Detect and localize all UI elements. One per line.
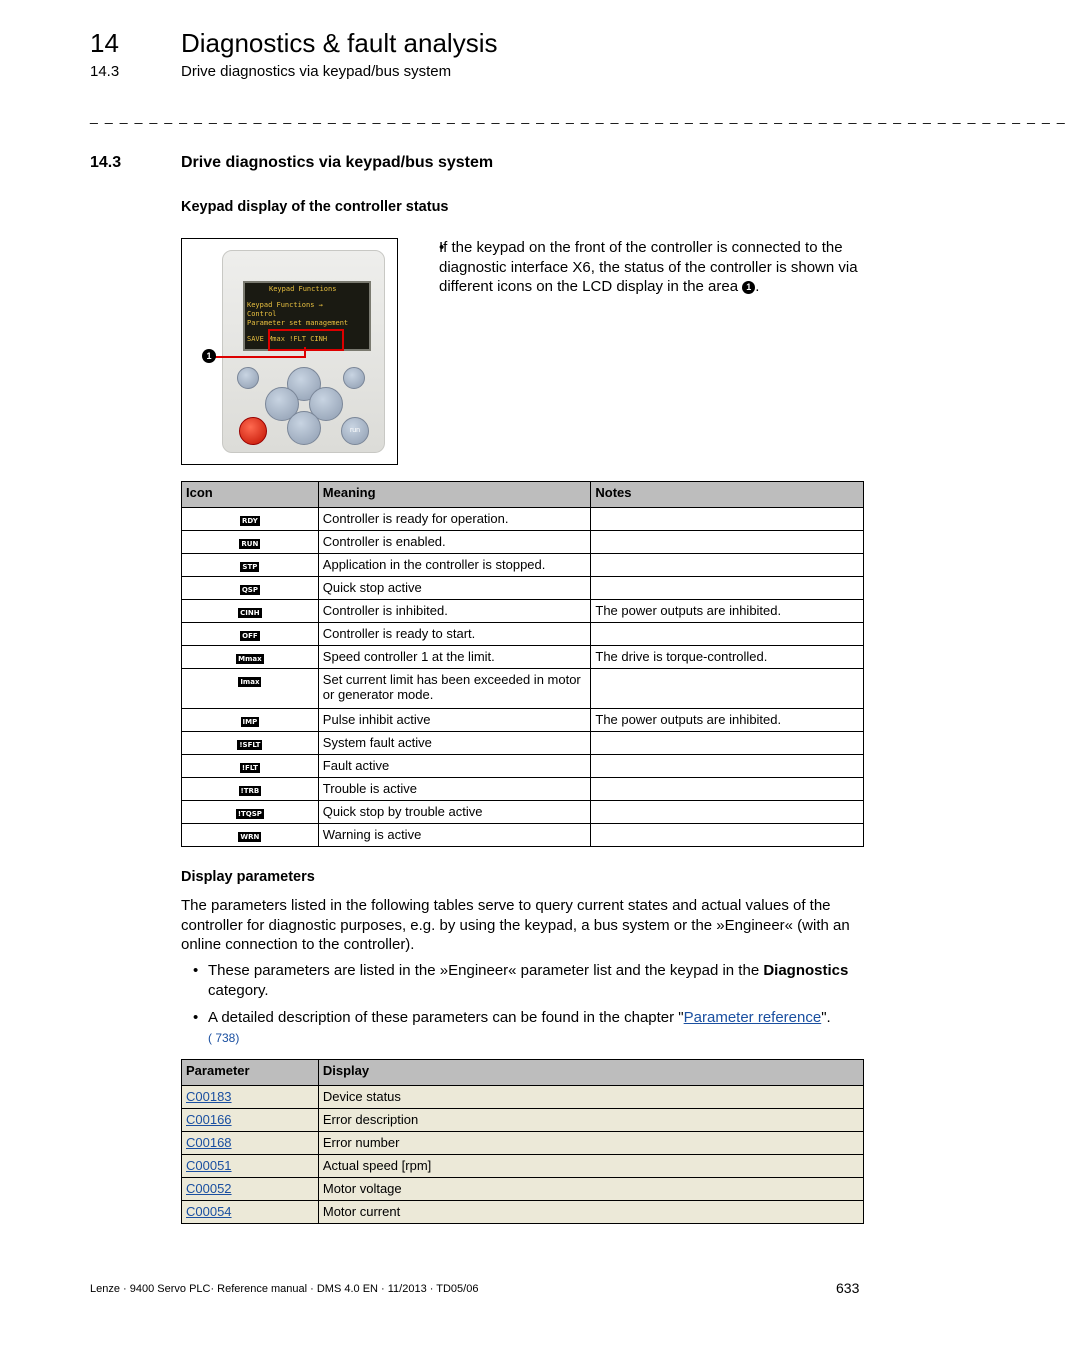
status-icon: RUN [241,540,259,548]
column-header-notes: Notes [591,482,864,508]
bullet-2-end: ". [821,1009,831,1026]
parameter-cell [182,1132,319,1155]
display-parameters-bullets [181,961,863,1048]
table-row [182,1201,864,1224]
meaning-cell: System fault active [318,732,591,755]
keypad-bullet [427,238,863,297]
notes-cell [591,824,864,847]
icon-cell [182,669,319,709]
footer-text: Lenze · 9400 Servo PLC· Reference manual · DMS 4.0 EN · 11/2013 · TD05/06 [90,1283,479,1295]
notes-cell [591,554,864,577]
parameter-table [181,1059,864,1224]
meaning-cell: Quick stop active [318,577,591,600]
meaning-cell: Controller is ready for operation. [318,508,591,531]
lcd-line-3: Parameter set management [247,319,349,327]
header-section-title: Drive diagnostics via keypad/bus system [181,63,452,80]
notes-cell: The power outputs are inhibited. [591,600,864,623]
notes-cell [591,623,864,646]
status-icon: WRN [240,833,260,841]
icon-cell [182,600,319,623]
chapter-title: Diagnostics & fault analysis [181,28,498,58]
keypad-left-top-button [237,367,259,389]
status-icon: STP [242,563,258,571]
bullet-2-text: A detailed description of these parameters can be found in the chapter " [208,1009,684,1026]
stop-button [239,417,267,445]
parameter-cell [182,1086,319,1109]
meaning-cell: Quick stop by trouble active [318,801,591,824]
icon-cell [182,554,319,577]
meaning-cell: Pulse inhibit active [318,709,591,732]
icon-cell [182,755,319,778]
status-area-highlight [268,329,344,351]
display-parameters-heading: Display parameters [181,869,315,885]
display-cell: Device status [318,1086,863,1109]
notes-cell: The power outputs are inhibited. [591,709,864,732]
table-row [182,669,864,709]
parameter-link[interactable]: C00052 [186,1181,232,1196]
table-row [182,1155,864,1178]
area-marker: 1 [742,281,755,294]
table-row [182,623,864,646]
icon-cell [182,709,319,732]
page-reference-link[interactable]: ( 738) [208,1030,240,1045]
icon-cell [182,801,319,824]
lcd-line-2: Control [247,310,277,318]
table-row [182,755,864,778]
parameter-cell [182,1109,319,1132]
display-parameters-intro: The parameters listed in the following tables serve to query current states and actual values of the controller for diagnostic purposes, e.g. by using the keypad, a bus system or the »Engineer« (with an online connection to the controller). [181,897,850,953]
callout-marker: 1 [202,349,216,363]
bullet-1-text: These parameters are listed in the »Engineer« parameter list and the keypad in the [208,962,764,979]
icon-cell [182,824,319,847]
table-row [182,778,864,801]
section-number: 14.3 [90,154,122,171]
display-cell: Motor current [318,1201,863,1224]
table-row [182,709,864,732]
notes-cell: The drive is torque-controlled. [591,646,864,669]
column-header-meaning: Meaning [318,482,591,508]
bullet-1-bold: Diagnostics [763,962,849,979]
display-cell: Error number [318,1132,863,1155]
notes-cell [591,778,864,801]
icon-cell [182,577,319,600]
table-row [182,646,864,669]
parameter-cell [182,1178,319,1201]
status-icon: !FLT [241,764,258,772]
meaning-cell: Controller is enabled. [318,531,591,554]
keypad-right-top-button [343,367,365,389]
notes-cell [591,508,864,531]
table-row [182,1086,864,1109]
table-row [182,1109,864,1132]
parameter-reference-link[interactable]: Parameter reference [683,1009,822,1026]
chapter-number: 14 [90,28,119,58]
table-row [182,508,864,531]
table-row [182,577,864,600]
table-row [182,1132,864,1155]
status-icon-table [181,481,864,847]
header-divider: _ _ _ _ _ _ _ _ _ _ _ _ _ _ _ _ _ _ _ _ _ _ _ _ _ _ _ _ _ _ _ _ _ _ _ _ _ _ _ _ _ _ _ _ _ _ _ _ _ _ _ _ _ _ _ _ _ _ _ _ _ _ _ _ _ _ [90,108,1066,124]
table-row [182,554,864,577]
meaning-cell: Controller is inhibited. [318,600,591,623]
status-icon: !TQSP [237,810,262,818]
table-row [182,531,864,554]
column-header-parameter: Parameter [182,1060,319,1086]
column-header-display: Display [318,1060,863,1086]
parameter-link[interactable]: C00166 [186,1112,232,1127]
header-section-number: 14.3 [90,63,120,80]
lcd-title: Keypad Functions [269,285,337,293]
status-icon: QSP [241,586,258,594]
table-row [182,600,864,623]
run-button: run [341,417,369,445]
keypad-figure [181,238,398,465]
icon-cell [182,508,319,531]
parameter-cell [182,1155,319,1178]
status-icon: CINH [240,609,260,617]
keypad-display-heading: Keypad display of the controller status [181,199,449,215]
column-header-icon: Icon [182,482,319,508]
notes-cell [591,669,864,709]
icon-cell [182,623,319,646]
table-row [182,732,864,755]
meaning-cell: Set current limit has been exceeded in motor or generator mode. [318,669,591,709]
meaning-cell: Fault active [318,755,591,778]
icon-cell [182,732,319,755]
icon-cell [182,531,319,554]
meaning-cell: Warning is active [318,824,591,847]
meaning-cell: Speed controller 1 at the limit. [318,646,591,669]
notes-cell [591,755,864,778]
status-icon: OFF [242,632,258,640]
bullet-1-end: category. [208,981,269,999]
meaning-cell: Controller is ready to start. [318,623,591,646]
display-cell: Actual speed [rpm] [318,1155,863,1178]
section-title: Drive diagnostics via keypad/bus system [181,154,494,171]
lcd-line-1: Keypad Functions → [247,301,323,309]
meaning-cell: Trouble is active [318,778,591,801]
table-row [182,824,864,847]
status-icon: Mmax [238,655,262,663]
parameter-link[interactable]: C00168 [186,1135,232,1150]
icon-cell [182,646,319,669]
display-cell: Motor voltage [318,1178,863,1201]
arrow-down-button [287,411,321,445]
parameter-link[interactable]: C00183 [186,1089,232,1104]
lcd-status-bar: SAVE Mmax !FLT CINH [247,335,328,343]
icon-cell [182,778,319,801]
meaning-cell: Application in the controller is stopped. [318,554,591,577]
notes-cell [591,577,864,600]
table-row [182,1178,864,1201]
page-number: 633 [836,1280,860,1296]
status-icon: !SFLT [239,741,261,749]
status-icon: !TRB [240,787,260,795]
status-icon: RDY [242,517,258,525]
keypad-bullet-end: . [755,278,760,295]
status-icon: Imax [240,678,260,686]
status-icon: IMP [242,718,258,726]
callout-line-vertical [304,347,306,358]
display-cell: Error description [318,1109,863,1132]
parameter-cell [182,1201,319,1224]
parameter-link[interactable]: C00051 [186,1158,232,1173]
notes-cell [591,801,864,824]
keypad-bullet-text: If the keypad on the front of the controller is connected to the diagnostic interface X6, the status of the controller is shown via different icons on the LCD display in the area [439,239,858,295]
notes-cell [591,531,864,554]
notes-cell [591,732,864,755]
table-row [182,801,864,824]
parameter-link[interactable]: C00054 [186,1204,232,1219]
callout-line [212,356,306,358]
